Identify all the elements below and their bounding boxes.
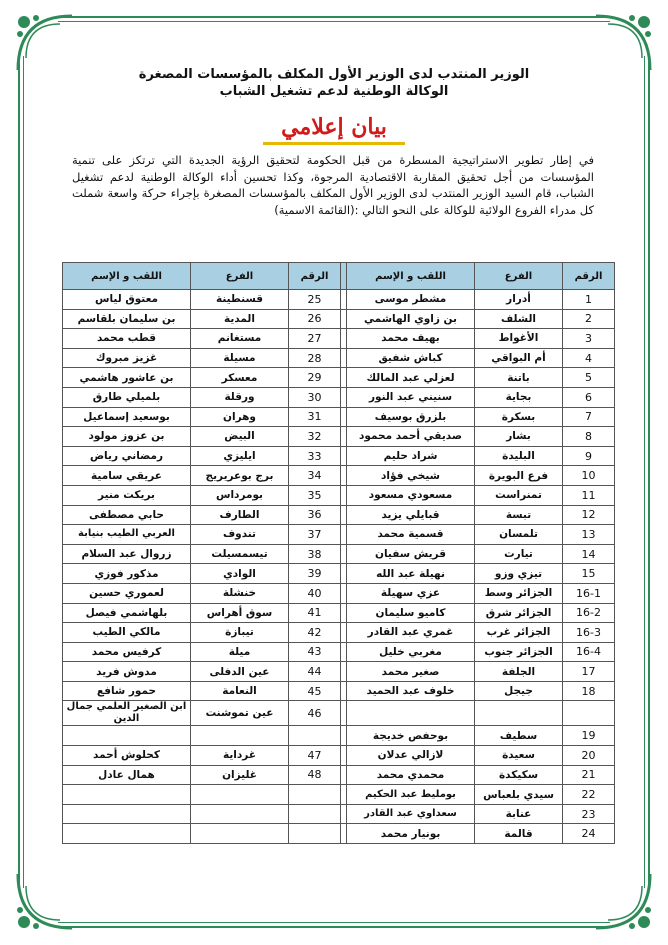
floral-corner-ornament-icon: [586, 864, 656, 934]
table-row: [63, 583, 615, 603]
row-number: [289, 785, 341, 805]
branch-name: عين تموشنت: [191, 701, 289, 726]
column-spacer: [341, 263, 347, 290]
table-row: [63, 765, 615, 785]
row-number: 33: [289, 446, 341, 466]
row-number: 46: [289, 701, 341, 726]
table-row: [63, 701, 615, 726]
director-name: غمري عبد القادر: [347, 623, 475, 643]
row-number: 48: [289, 765, 341, 785]
table-row: [63, 681, 615, 701]
row-number: 9: [563, 446, 615, 466]
floral-corner-ornament-icon: [12, 864, 82, 934]
director-name: بن عزوز مولود: [63, 427, 191, 447]
col-header-name: اللقب و الإسم: [347, 263, 475, 290]
director-name: خلوف عبد الحميد: [347, 681, 475, 701]
director-name: همال عادل: [63, 765, 191, 785]
branch-name: بشار: [475, 427, 563, 447]
column-spacer: [341, 329, 347, 349]
branch-name: تيارت: [475, 544, 563, 564]
branch-name: الطارف: [191, 505, 289, 525]
branch-name: [191, 785, 289, 805]
director-name: بريكت منير: [63, 485, 191, 505]
director-name: مشطر موسى: [347, 290, 475, 310]
branch-name: الجزائر جنوب: [475, 642, 563, 662]
director-name: بوحفص خديجة: [347, 726, 475, 746]
table-row: [63, 466, 615, 486]
column-spacer: [341, 446, 347, 466]
branch-name: الجلفة: [475, 662, 563, 682]
column-spacer: [341, 662, 347, 682]
table-row: [63, 368, 615, 388]
director-name: شيخي فؤاد: [347, 466, 475, 486]
director-name: بومليط عبد الحكيم: [347, 785, 475, 805]
director-name: [63, 804, 191, 824]
column-spacer: [341, 505, 347, 525]
director-name: مدوش فريد: [63, 662, 191, 682]
director-name: صغير محمد: [347, 662, 475, 682]
table-row: [63, 348, 615, 368]
director-name: مغربي خليل: [347, 642, 475, 662]
table-row: [63, 642, 615, 662]
row-number: 24: [563, 824, 615, 844]
column-spacer: [341, 642, 347, 662]
column-spacer: [341, 544, 347, 564]
branch-name: سكيكدة: [475, 765, 563, 785]
page-title: بيان إعلامي: [263, 112, 405, 145]
director-name: زروال عبد السلام: [63, 544, 191, 564]
branch-name: [191, 804, 289, 824]
branch-name: تمنراست: [475, 485, 563, 505]
branch-name: بومرداس: [191, 485, 289, 505]
director-name: بن عاشور هاشمي: [63, 368, 191, 388]
row-number: 15: [563, 564, 615, 584]
branch-name: مستغانم: [191, 329, 289, 349]
table-row: [63, 804, 615, 824]
column-spacer: [341, 485, 347, 505]
branch-name: بجاية: [475, 387, 563, 407]
column-spacer: [341, 427, 347, 447]
column-spacer: [341, 701, 347, 726]
table-row: [63, 824, 615, 844]
row-number: 28: [289, 348, 341, 368]
branch-name: سعيدة: [475, 746, 563, 766]
director-name: حابي مصطفى: [63, 505, 191, 525]
row-number: 11: [563, 485, 615, 505]
director-name: [63, 726, 191, 746]
column-spacer: [341, 583, 347, 603]
director-name: ابن الصغير العلمي جمال الدين: [63, 701, 191, 726]
column-spacer: [341, 824, 347, 844]
branch-name: تندوف: [191, 525, 289, 545]
col-header-num: الرقم: [289, 263, 341, 290]
table-row: [63, 525, 615, 545]
intro-text: في إطار تطوير الاستراتيجية المسطرة من قبل الحكومة لتحقيق الرؤية الجديدة التي ترتكز على تنمية المؤسسات من أجل تحقيق المقاربة الاقتصادية المرجوة، وكذا تحسين أداء الوكالة الوطنية لدعم تشغيل الشباب، قام السيد الوزير المنتدب لدى الوزير الأول المكلف بالمؤسسات المصغرة بإجراء حركة واسعة شملت كل مدراء الفروع الولائية للوكالة على النحو التالي :(القائمة الاسمية): [72, 153, 594, 217]
table-row: [63, 623, 615, 643]
column-spacer: [341, 466, 347, 486]
row-number: 16-2: [563, 603, 615, 623]
intro-paragraph: [72, 152, 594, 218]
column-spacer: [341, 525, 347, 545]
branch-name: النعامة: [191, 681, 289, 701]
director-name: كرفيس محمد: [63, 642, 191, 662]
row-number: 5: [563, 368, 615, 388]
row-number: 12: [563, 505, 615, 525]
director-name: بلهاشمي فيصل: [63, 603, 191, 623]
table-row: [63, 329, 615, 349]
col-header-num: الرقم: [563, 263, 615, 290]
director-name: محمدي محمد: [347, 765, 475, 785]
table-row: [63, 726, 615, 746]
director-name: مذكور فوزي: [63, 564, 191, 584]
director-name: بهيف محمد: [347, 329, 475, 349]
branch-name: تلمسان: [475, 525, 563, 545]
branch-name: سطيف: [475, 726, 563, 746]
column-spacer: [341, 623, 347, 643]
director-name: كحلوش أحمد: [63, 746, 191, 766]
director-name: بوسعيد إسماعيل: [63, 407, 191, 427]
row-number: [563, 701, 615, 726]
branch-name: الجزائر شرق: [475, 603, 563, 623]
director-name: كباش شفيق: [347, 348, 475, 368]
directors-table: [62, 262, 615, 844]
column-spacer: [341, 564, 347, 584]
director-name: بن زاوي الهاشمي: [347, 309, 475, 329]
row-number: 3: [563, 329, 615, 349]
row-number: 14: [563, 544, 615, 564]
table-row: [63, 544, 615, 564]
agency-line: الوكالة الوطنية لدعم تشغيل الشباب: [219, 84, 449, 99]
director-name: عريقي سامية: [63, 466, 191, 486]
row-number: 6: [563, 387, 615, 407]
table-row: [63, 746, 615, 766]
row-number: 19: [563, 726, 615, 746]
row-number: 30: [289, 387, 341, 407]
column-spacer: [341, 804, 347, 824]
table-header-row: [63, 263, 615, 290]
row-number: 27: [289, 329, 341, 349]
row-number: 29: [289, 368, 341, 388]
table-row: [63, 564, 615, 584]
director-name: بونيار محمد: [347, 824, 475, 844]
branch-name: المدية: [191, 309, 289, 329]
director-name: [63, 785, 191, 805]
director-name: بن سليمان بلقاسم: [63, 309, 191, 329]
branch-name: سيدي بلعباس: [475, 785, 563, 805]
column-spacer: [341, 407, 347, 427]
branch-name: قسنطينة: [191, 290, 289, 310]
row-number: 38: [289, 544, 341, 564]
column-spacer: [341, 387, 347, 407]
director-name: قبايلي يزيد: [347, 505, 475, 525]
row-number: [289, 804, 341, 824]
row-number: 45: [289, 681, 341, 701]
row-number: 37: [289, 525, 341, 545]
table-row: [63, 387, 615, 407]
table-row: [63, 309, 615, 329]
director-name: قريش سفيان: [347, 544, 475, 564]
branch-name: مسيلة: [191, 348, 289, 368]
column-spacer: [341, 309, 347, 329]
director-name: معتوق لياس: [63, 290, 191, 310]
branch-name: الوادي: [191, 564, 289, 584]
col-header-name: اللقب و الإسم: [63, 263, 191, 290]
row-number: 40: [289, 583, 341, 603]
column-spacer: [341, 681, 347, 701]
title-container: [0, 112, 668, 145]
director-name: قسمية محمد: [347, 525, 475, 545]
director-name: كاميو سليمان: [347, 603, 475, 623]
row-number: 16-3: [563, 623, 615, 643]
director-name: نهيلة عبد الله: [347, 564, 475, 584]
branch-name: قالمة: [475, 824, 563, 844]
director-name: شراد حليم: [347, 446, 475, 466]
branch-name: تيسمسيلت: [191, 544, 289, 564]
director-name: حمور شافع: [63, 681, 191, 701]
branch-name: ورقلة: [191, 387, 289, 407]
row-number: 16-1: [563, 583, 615, 603]
director-name: صديقي أحمد محمود: [347, 427, 475, 447]
branch-name: ايليزي: [191, 446, 289, 466]
director-name: لعموري حسين: [63, 583, 191, 603]
row-number: 7: [563, 407, 615, 427]
row-number: 1: [563, 290, 615, 310]
branch-name: الجزائر غرب: [475, 623, 563, 643]
branch-name: باتنة: [475, 368, 563, 388]
branch-name: سوق أهراس: [191, 603, 289, 623]
column-spacer: [341, 603, 347, 623]
branch-name: معسكر: [191, 368, 289, 388]
branch-name: تيبازة: [191, 623, 289, 643]
row-number: 16-4: [563, 642, 615, 662]
branch-name: أدرار: [475, 290, 563, 310]
branch-name: برج بوعريريج: [191, 466, 289, 486]
branch-name: البليدة: [475, 446, 563, 466]
table-row: [63, 505, 615, 525]
branch-name: البيض: [191, 427, 289, 447]
table-row: [63, 290, 615, 310]
row-number: 13: [563, 525, 615, 545]
director-name: مسعودي مسعود: [347, 485, 475, 505]
branch-name: وهران: [191, 407, 289, 427]
column-spacer: [341, 785, 347, 805]
row-number: 4: [563, 348, 615, 368]
director-name: غزيز مبروك: [63, 348, 191, 368]
row-number: 23: [563, 804, 615, 824]
branch-name: تبسة: [475, 505, 563, 525]
branch-name: الأغواط: [475, 329, 563, 349]
branch-name: فرع البويرة: [475, 466, 563, 486]
column-spacer: [341, 348, 347, 368]
director-name: [347, 701, 475, 726]
row-number: 26: [289, 309, 341, 329]
director-name: لعزلي عبد المالك: [347, 368, 475, 388]
row-number: 22: [563, 785, 615, 805]
row-number: 42: [289, 623, 341, 643]
branch-name: عين الدفلى: [191, 662, 289, 682]
branch-name: غرداية: [191, 746, 289, 766]
branch-name: الجزائر وسط: [475, 583, 563, 603]
row-number: 10: [563, 466, 615, 486]
director-name: العربي الطيب بنيابة: [63, 525, 191, 545]
director-name: لازالي عدلان: [347, 746, 475, 766]
row-number: 32: [289, 427, 341, 447]
branch-name: [475, 701, 563, 726]
director-name: بلميلي طارق: [63, 387, 191, 407]
director-name: سعداوي عبد القادر: [347, 804, 475, 824]
row-number: 43: [289, 642, 341, 662]
branch-name: ميلة: [191, 642, 289, 662]
branch-name: تيزي وزو: [475, 564, 563, 584]
director-name: مالكي الطيب: [63, 623, 191, 643]
director-name: [63, 824, 191, 844]
table-row: [63, 662, 615, 682]
row-number: 36: [289, 505, 341, 525]
branch-name: بسكرة: [475, 407, 563, 427]
col-header-branch: الفرع: [475, 263, 563, 290]
row-number: 35: [289, 485, 341, 505]
director-name: سنيني عبد النور: [347, 387, 475, 407]
column-spacer: [341, 726, 347, 746]
branch-name: غليزان: [191, 765, 289, 785]
branch-name: عنابة: [475, 804, 563, 824]
director-name: عزي سهيلة: [347, 583, 475, 603]
row-number: 31: [289, 407, 341, 427]
ministry-line: الوزير المنتدب لدى الوزير الأول المكلف بالمؤسسات المصغرة: [138, 67, 530, 82]
table-row: [63, 446, 615, 466]
column-spacer: [341, 368, 347, 388]
row-number: [289, 824, 341, 844]
row-number: 2: [563, 309, 615, 329]
column-spacer: [341, 290, 347, 310]
document-header: [60, 66, 608, 100]
row-number: 44: [289, 662, 341, 682]
row-number: 41: [289, 603, 341, 623]
column-spacer: [341, 746, 347, 766]
row-number: 20: [563, 746, 615, 766]
branch-name: خنشلة: [191, 583, 289, 603]
row-number: [289, 726, 341, 746]
branch-name: أم البواقي: [475, 348, 563, 368]
branch-name: [191, 726, 289, 746]
row-number: 34: [289, 466, 341, 486]
row-number: 21: [563, 765, 615, 785]
director-name: قطب محمد: [63, 329, 191, 349]
branch-name: [191, 824, 289, 844]
table-row: [63, 485, 615, 505]
row-number: 18: [563, 681, 615, 701]
row-number: 8: [563, 427, 615, 447]
row-number: 47: [289, 746, 341, 766]
branch-name: الشلف: [475, 309, 563, 329]
branch-name: جيجل: [475, 681, 563, 701]
director-name: بلزرق بوسيف: [347, 407, 475, 427]
director-name: رمضاني رياض: [63, 446, 191, 466]
table-row: [63, 427, 615, 447]
col-header-branch: الفرع: [191, 263, 289, 290]
table-row: [63, 603, 615, 623]
table-row: [63, 785, 615, 805]
row-number: 39: [289, 564, 341, 584]
row-number: 25: [289, 290, 341, 310]
column-spacer: [341, 765, 347, 785]
row-number: 17: [563, 662, 615, 682]
table-body: [63, 290, 615, 844]
table-row: [63, 407, 615, 427]
